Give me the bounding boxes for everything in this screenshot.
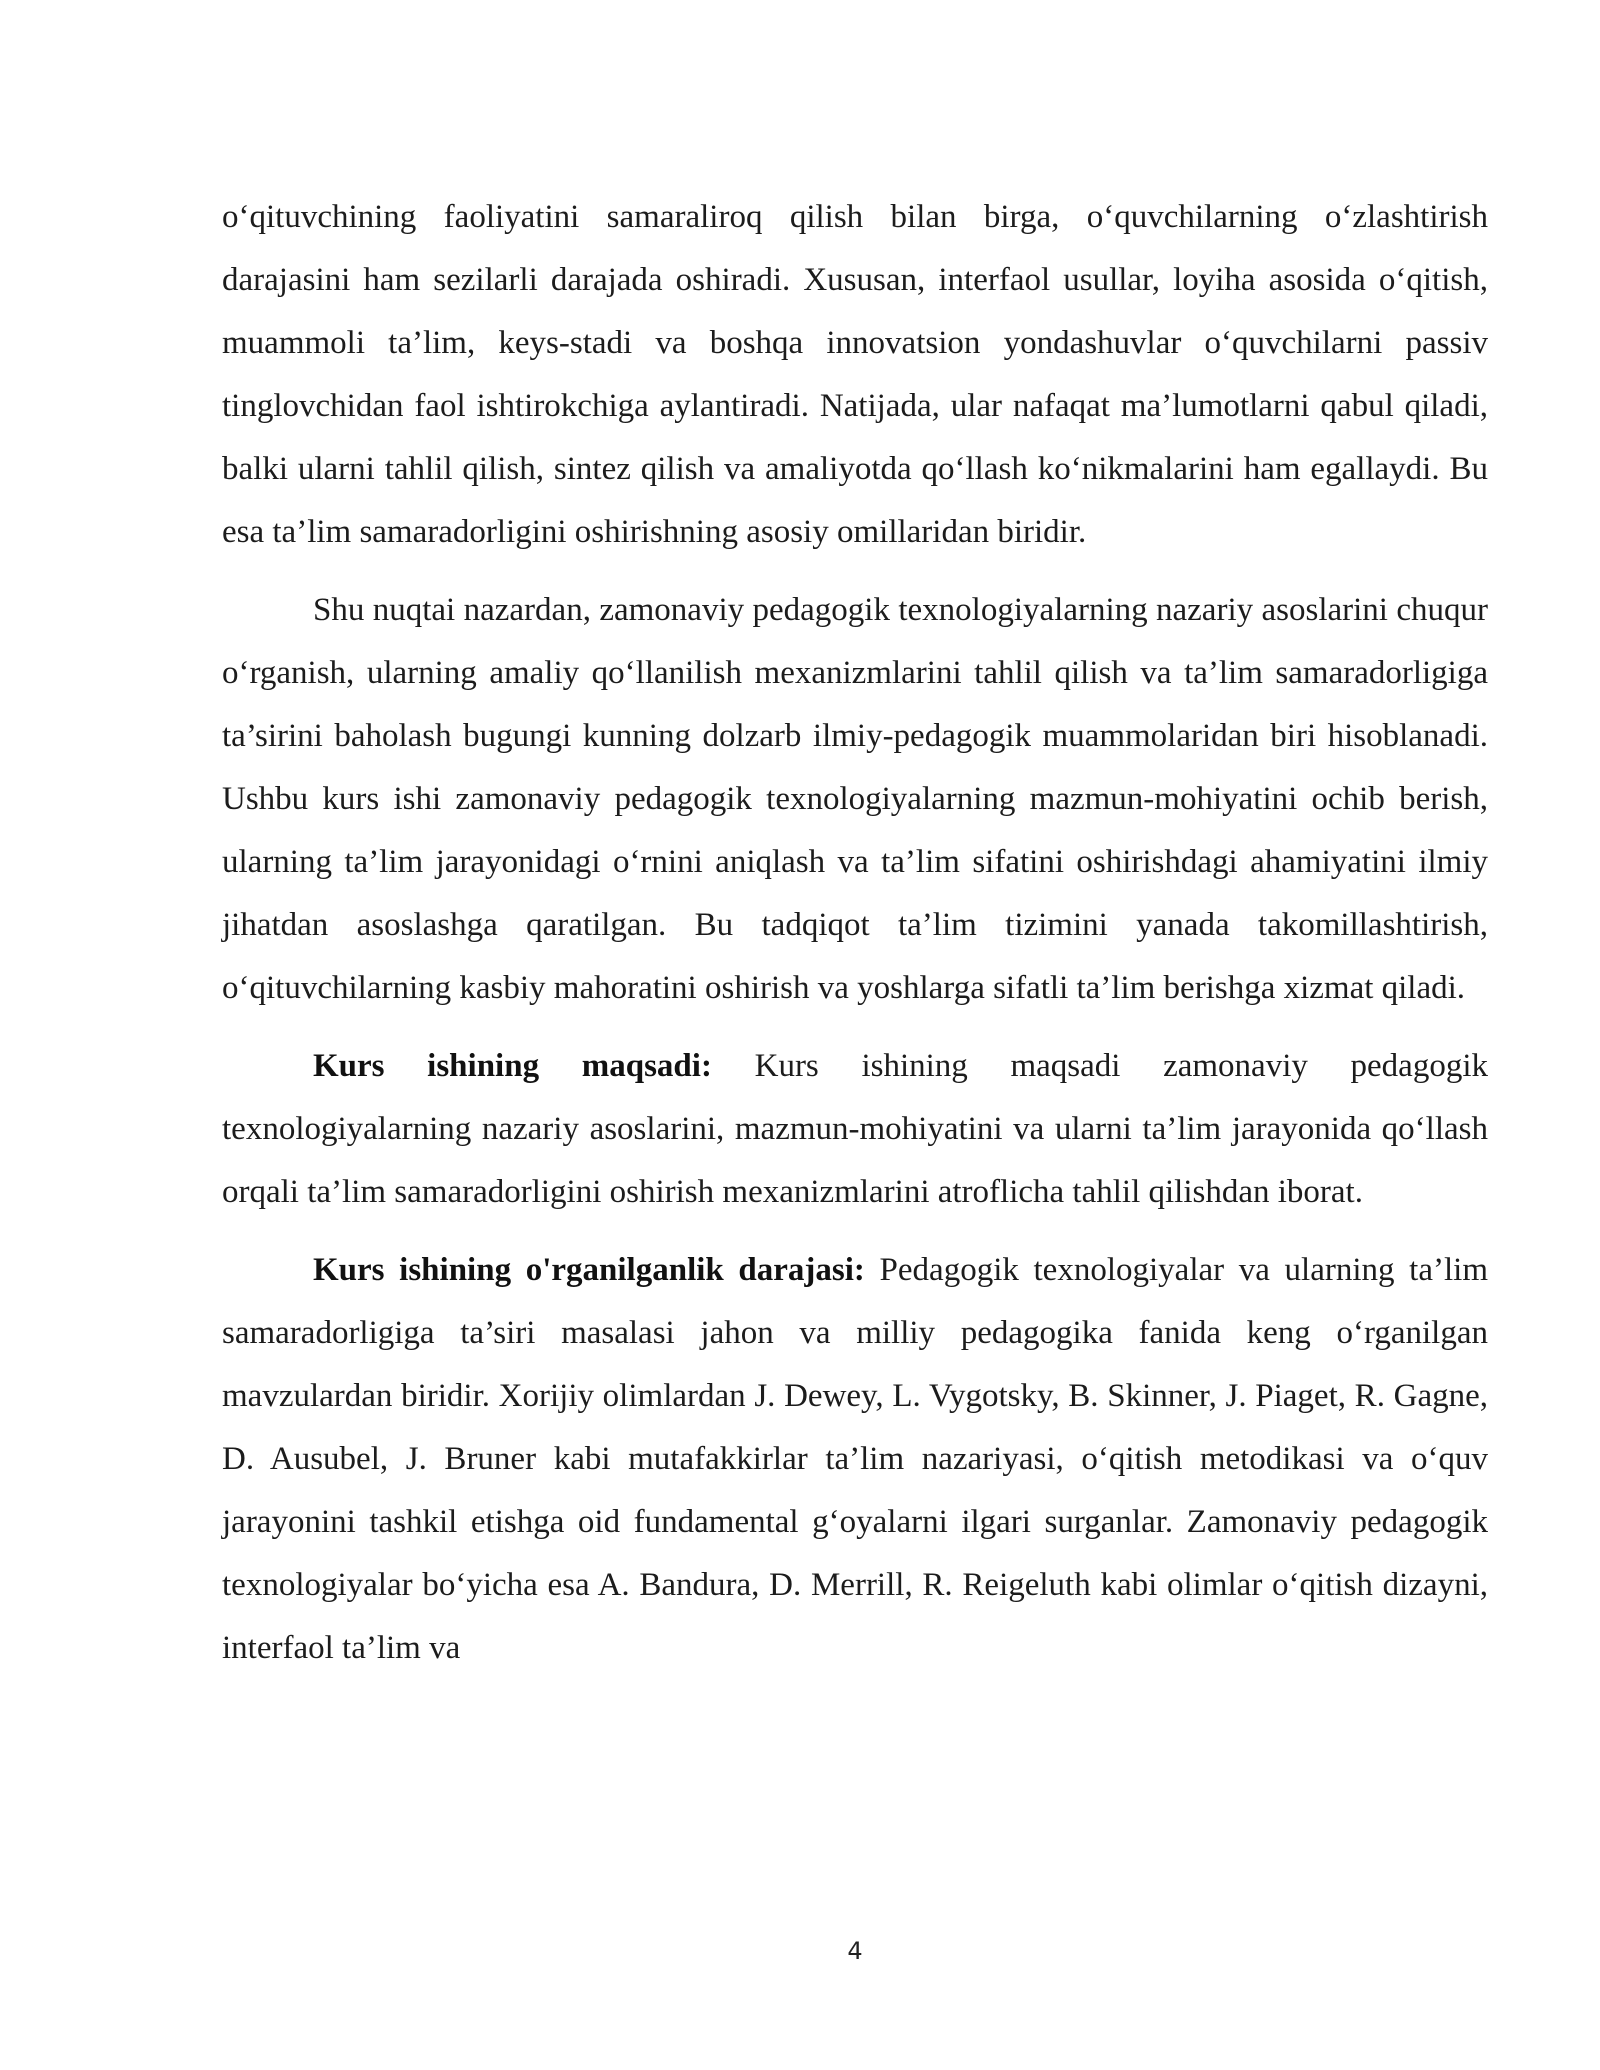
paragraph-text: Shu nuqtai nazardan, zamonaviy pedagogik texnologiyalarning nazariy asoslarini chuqur o‘rganish, ularning amaliy qo‘llanilish mexanizmlarini tahlil qilish va ta’lim samaradorligiga ta’sirini baholash bugungi kunning dolzarb ilmiy-pedagogik muammolaridan biri hisoblanadi. Ushbu kurs ishi zamonaviy pedagogik texnologiyalarning mazmun-mohiyatini ochib berish, ularning ta’lim jarayonidagi o‘rnini aniqlash va ta’lim sifatini oshirishdagi ahamiyatini ilmiy jihatdan asoslashga qaratilgan. Bu tadqiqot ta’lim tizimini yanada takomillashtirish, o‘qituvchilarning kasbiy mahoratini oshirish va yoshlarga sifatli ta’lim berishga xizmat qiladi. [222,592,1488,1006]
paragraph-study-level [222,1239,1488,1680]
body-text [222,186,1488,1695]
page-number: 4 [847,1937,863,1965]
paragraph-heading: Kurs ishining o'rganilganlik darajasi: [313,1252,865,1288]
paragraph-heading: Kurs ishining maqsadi: [313,1048,712,1084]
paragraph-text: Pedagogik texnologiyalar va ularning ta’lim samaradorligiga ta’siri masalasi jahon va milliy pedagogika fanida keng o‘rganilgan mavzulardan biridir. Xorijiy olimlardan J. Dewey, L. Vygotsky, B. Skinner, J. Piaget, R. Gagne, D. Ausubel, J. Bruner kabi mutafakkirlar ta’lim nazariyasi, o‘qitish metodikasi va o‘quv jarayonini tashkil etishga oid fundamental g‘oyalarni ilgari surganlar. Zamonaviy pedagogik texnologiyalar bo‘yicha esa A. Bandura, D. Merrill, R. Reigeluth kabi olimlar o‘qitish dizayni, interfaol ta’lim va [222,1252,1488,1666]
paragraph-continuation [222,186,1488,564]
paragraph-text: Kurs ishining maqsadi zamonaviy pedagogik texnologiyalarning nazariy asoslarini, mazmun-mohiyatini va ularni ta’lim jarayonida qo‘llash orqali ta’lim samaradorligini oshirish mexanizmlarini atroflicha tahlil qilishdan iborat. [222,1048,1488,1210]
paragraph-goal [222,1035,1488,1224]
paragraph-relevance [222,579,1488,1020]
paragraph-text: o‘qituvchining faoliyatini samaraliroq qilish bilan birga, o‘quvchilarning o‘zlashtirish darajasini ham sezilarli darajada oshiradi. Xususan, interfaol usullar, loyiha asosida o‘qitish, muammoli ta’lim, keys-stadi va boshqa innovatsion yondashuvlar o‘quvchilarni passiv tinglovchidan faol ishtirokchiga aylantiradi. Natijada, ular nafaqat ma’lumotlarni qabul qiladi, balki ularni tahlil qilish, sintez qilish va amaliyotda qo‘llash ko‘nikmalarini ham egallaydi. Bu esa ta’lim samaradorligini oshirishning asosiy omillaridan biridir. [222,199,1488,550]
